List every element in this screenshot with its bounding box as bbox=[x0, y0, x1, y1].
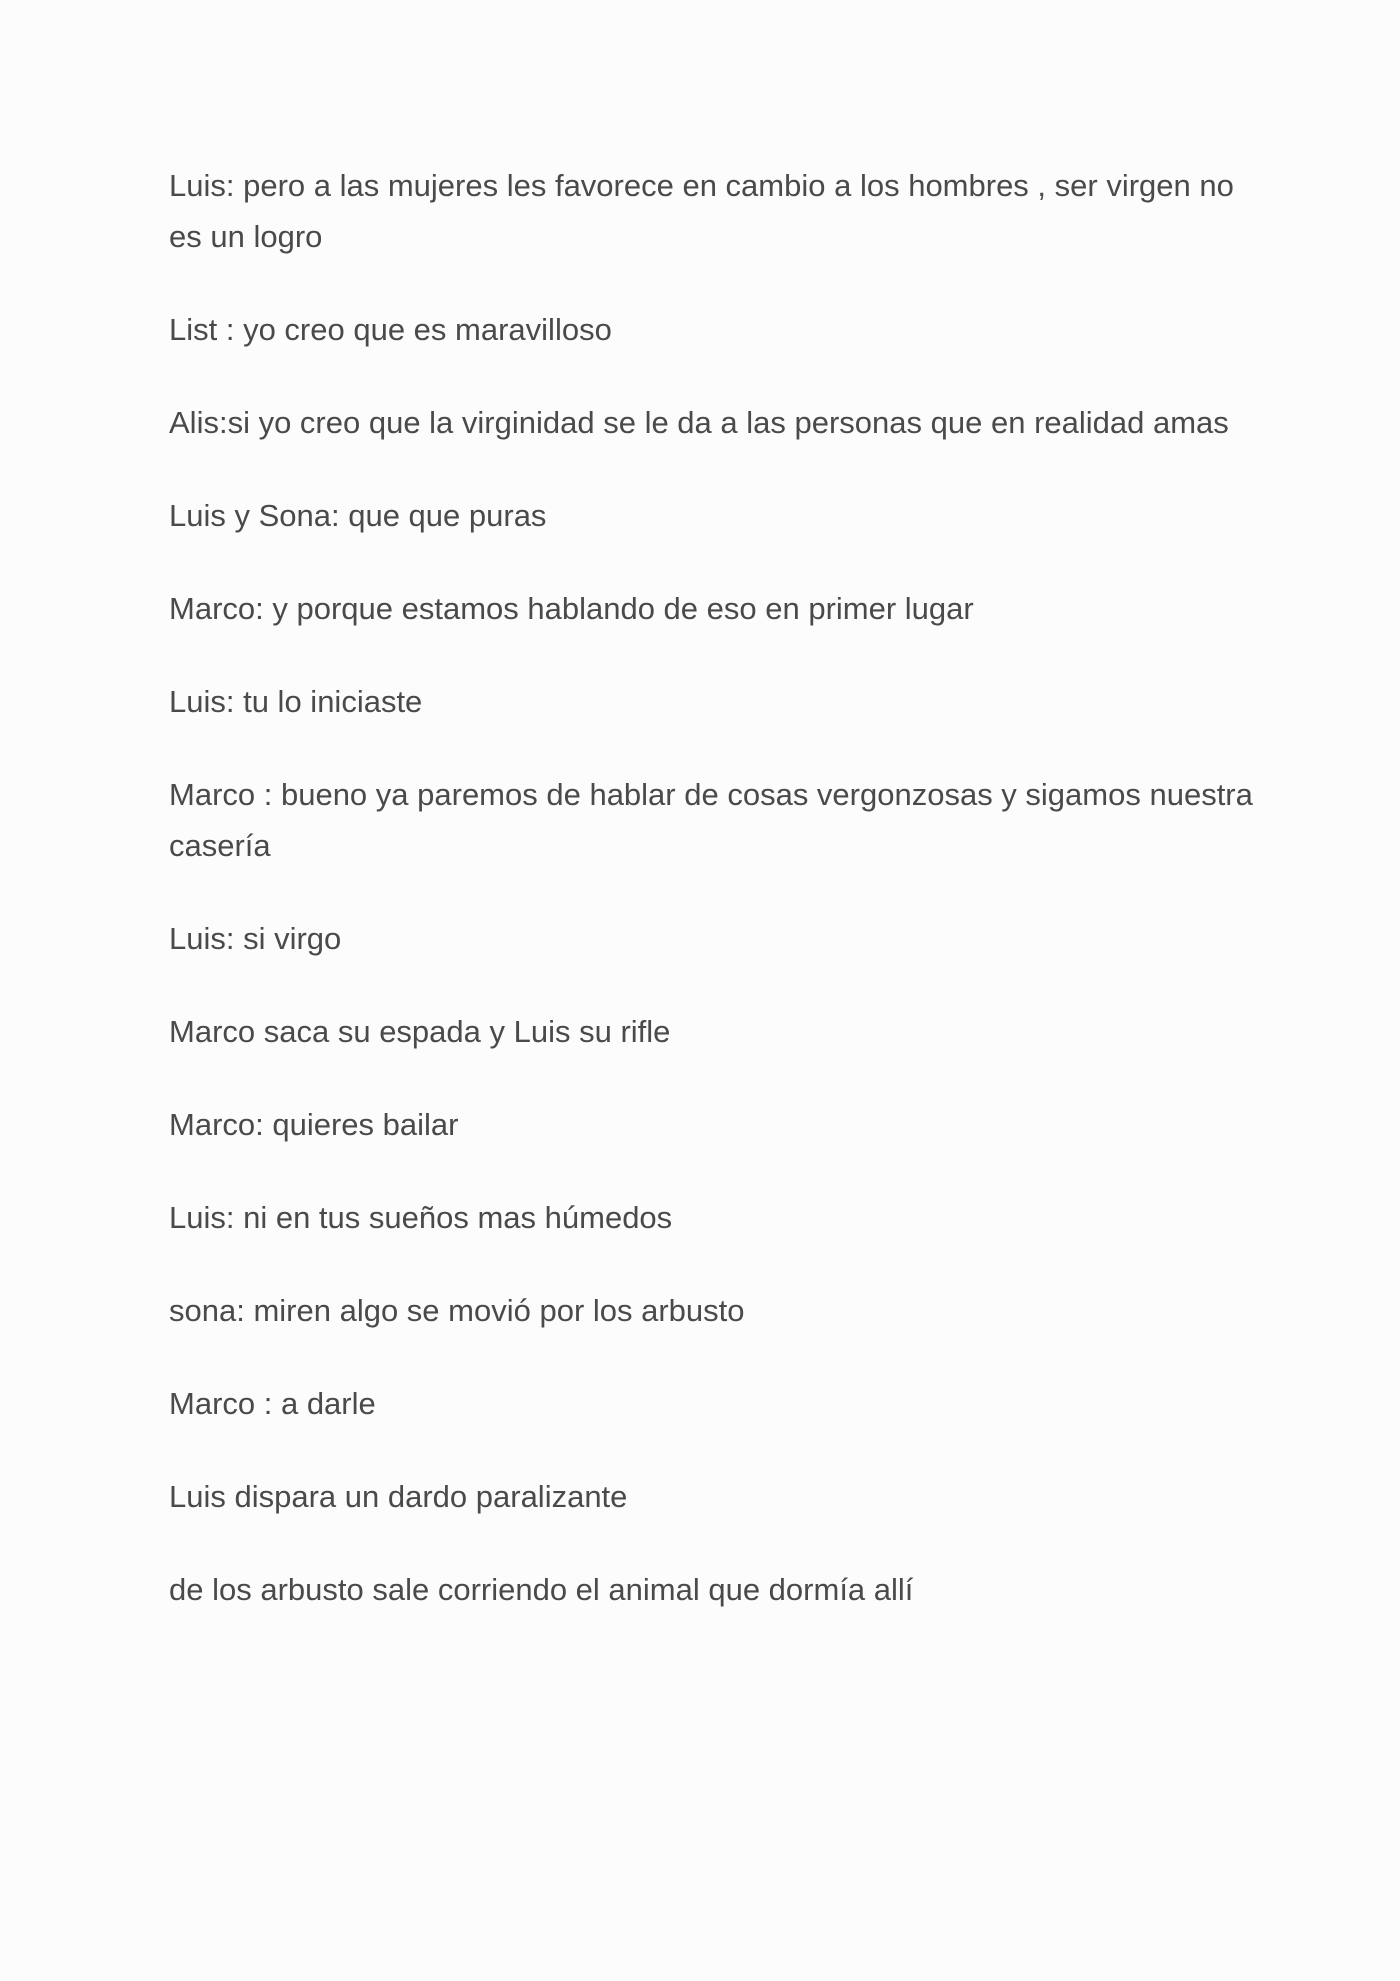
paragraph-4: Luis y Sona: que que puras bbox=[169, 498, 547, 533]
paragraph-14: Luis dispara un dardo paralizante bbox=[169, 1479, 628, 1514]
paragraph-12: sona: miren algo se movió por los arbusto bbox=[169, 1293, 745, 1328]
paragraph-1: Luis: pero a las mujeres les favorece en cambio a los hombres , ser virgen no es un logro bbox=[169, 168, 1234, 254]
paragraph-6: Luis: tu lo iniciaste bbox=[169, 684, 423, 719]
paragraph-2: List : yo creo que es maravilloso bbox=[169, 312, 612, 347]
paragraph-15: de los arbusto sale corriendo el animal que dormía allí bbox=[169, 1572, 914, 1607]
paragraph-10: Marco: quieres bailar bbox=[169, 1107, 459, 1142]
paragraph-3: Alis:si yo creo que la virginidad se le da a las personas que en realidad amas bbox=[169, 405, 1229, 440]
paragraph-13: Marco : a darle bbox=[169, 1386, 376, 1421]
paragraph-7: Marco : bueno ya paremos de hablar de cosas vergonzosas y sigamos nuestra casería bbox=[169, 777, 1253, 863]
document-body bbox=[169, 160, 1259, 1657]
paragraph-5: Marco: y porque estamos hablando de eso en primer lugar bbox=[169, 591, 974, 626]
paragraph-9: Marco saca su espada y Luis su rifle bbox=[169, 1014, 671, 1049]
paragraph-8: Luis: si virgo bbox=[169, 921, 342, 956]
paragraph-11: Luis: ni en tus sueños mas húmedos bbox=[169, 1200, 673, 1235]
